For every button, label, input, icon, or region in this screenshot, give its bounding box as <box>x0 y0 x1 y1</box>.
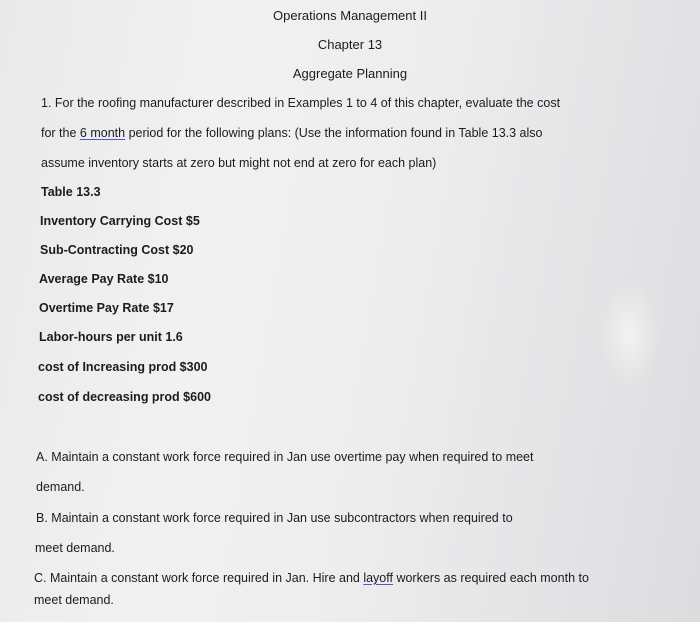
option-c-line-1-start: C. Maintain a constant work force required in Jan. Hire and <box>34 571 364 585</box>
table-row: Inventory Carrying Cost $5 <box>40 214 200 228</box>
question-line-3: assume inventory starts at zero but might not end at zero for each plan) <box>41 156 437 170</box>
question-line-2-start: for the <box>41 126 80 140</box>
table-row: Sub-Contracting Cost $20 <box>40 243 194 257</box>
document-title: Operations Management II <box>273 8 427 23</box>
question-line-1: 1. For the roofing manufacturer described in Examples 1 to 4 of this chapter, evaluate the cost <box>41 96 561 110</box>
topic-heading: Aggregate Planning <box>292 66 408 81</box>
table-row: Labor-hours per unit 1.6 <box>39 330 183 344</box>
table-row: Overtime Pay Rate $17 <box>39 301 174 315</box>
option-c-line-2: meet demand. <box>34 593 114 607</box>
table-title: Table 13.3 <box>41 185 101 199</box>
table-row: cost of Increasing prod $300 <box>38 360 208 374</box>
option-b-line-1: B. Maintain a constant work force required in Jan use subcontractors when required to <box>36 511 513 525</box>
table-row: Average Pay Rate $10 <box>39 272 169 286</box>
screen-glare <box>600 280 660 390</box>
chapter-heading: Chapter 13 <box>317 37 383 52</box>
option-c-line-1 <box>34 570 589 586</box>
option-c-line-1-end: workers as required each month to <box>392 571 589 585</box>
layoff-text: layoff <box>363 571 393 585</box>
table-row: cost of decreasing prod $600 <box>38 390 211 404</box>
option-a-line-1: A. Maintain a constant work force required in Jan use overtime pay when required to meet <box>36 450 534 464</box>
question-line-2 <box>41 125 542 141</box>
question-line-2-end: period for the following plans: (Use the information found in Table 13.3 also <box>125 126 543 140</box>
option-b-line-2: meet demand. <box>35 541 115 555</box>
option-a-line-2: demand. <box>36 480 85 494</box>
six-month-text: 6 month <box>79 126 126 140</box>
